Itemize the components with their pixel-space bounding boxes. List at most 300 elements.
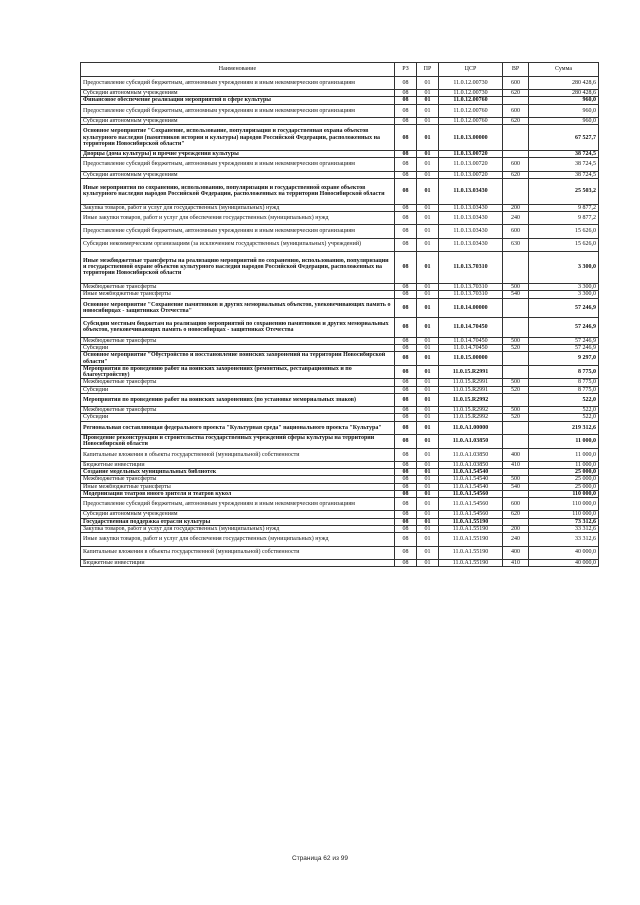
cell-csr: 11.0.13.00720 xyxy=(439,151,503,158)
cell-name: Субсидии xyxy=(81,344,395,351)
cell-csr: 11.0.A1.55190 xyxy=(439,533,503,546)
cell-csr: 11.0.12.00760 xyxy=(439,97,503,104)
table-row xyxy=(81,434,599,448)
cell-pr: 01 xyxy=(417,434,439,448)
cell-vr: 620 xyxy=(503,90,529,97)
cell-rz: 08 xyxy=(395,365,417,379)
cell-csr: 11.0.15.R2991 xyxy=(439,379,503,386)
cell-rz: 08 xyxy=(395,318,417,338)
table-row xyxy=(81,461,599,468)
cell-vr: 500 xyxy=(503,379,529,386)
table-row xyxy=(81,251,599,283)
cell-name: Иные закупки товаров, работ и услуг для обеспечения государственных (муниципальных) нужд xyxy=(81,533,395,546)
table-row xyxy=(81,483,599,490)
table-row xyxy=(81,394,599,407)
cell-vr: 600 xyxy=(503,498,529,511)
cell-sum: 33 312,6 xyxy=(529,533,599,546)
table-row xyxy=(81,158,599,171)
cell-rz: 08 xyxy=(395,476,417,483)
cell-vr: 630 xyxy=(503,238,529,251)
cell-name: Предоставление субсидий бюджетным, автономным учреждениям и иным некоммерческим организациям xyxy=(81,77,395,90)
cell-csr: 11.0.A1.55190 xyxy=(439,526,503,533)
cell-csr: 11.0.13.03430 xyxy=(439,178,503,204)
cell-rz: 08 xyxy=(395,104,417,117)
cell-pr: 01 xyxy=(417,559,439,566)
cell-name: Предоставление субсидий бюджетным, автономным учреждениям и иным некоммерческим организациям xyxy=(81,104,395,117)
table-row xyxy=(81,476,599,483)
cell-sum: 11 000,0 xyxy=(529,448,599,461)
cell-sum: 15 626,0 xyxy=(529,225,599,238)
cell-pr: 01 xyxy=(417,212,439,225)
cell-vr xyxy=(503,318,529,338)
cell-sum: 522,0 xyxy=(529,407,599,414)
cell-name: Модернизация театров юного зрителя и театров кукол xyxy=(81,490,395,497)
cell-csr: 11.0.15.00000 xyxy=(439,352,503,366)
cell-sum: 8 775,0 xyxy=(529,379,599,386)
cell-sum: 8 775,0 xyxy=(529,386,599,393)
cell-sum: 57 246,9 xyxy=(529,344,599,351)
cell-csr: 11.0.A1.00000 xyxy=(439,421,503,434)
cell-rz: 08 xyxy=(395,490,417,497)
cell-name: Капитальные вложения в объекты государственной (муниципальной) собственности xyxy=(81,448,395,461)
table-row xyxy=(81,97,599,104)
cell-name: Субсидии автономным учреждениям xyxy=(81,90,395,97)
table-row xyxy=(81,448,599,461)
cell-csr: 11.0.13.03430 xyxy=(439,212,503,225)
cell-pr: 01 xyxy=(417,97,439,104)
cell-pr: 01 xyxy=(417,151,439,158)
cell-sum: 110 000,0 xyxy=(529,498,599,511)
cell-pr: 01 xyxy=(417,291,439,298)
cell-vr xyxy=(503,365,529,379)
cell-sum: 960,0 xyxy=(529,104,599,117)
cell-rz: 08 xyxy=(395,212,417,225)
cell-pr: 01 xyxy=(417,158,439,171)
cell-vr: 200 xyxy=(503,204,529,211)
table-row xyxy=(81,498,599,511)
cell-name: Основное мероприятие "Обустройство и восстановление воинских захоронений на территории Новосибирской области" xyxy=(81,352,395,366)
cell-sum: 9 297,0 xyxy=(529,352,599,366)
cell-pr: 01 xyxy=(417,352,439,366)
cell-sum: 110 000,0 xyxy=(529,490,599,497)
cell-name: Межбюджетные трансферты xyxy=(81,283,395,290)
budget-table xyxy=(80,62,599,567)
cell-name: Иные межбюджетные трансферты xyxy=(81,291,395,298)
cell-pr: 01 xyxy=(417,421,439,434)
cell-vr xyxy=(503,469,529,476)
cell-name: Субсидии некоммерческим организациям (за исключением государственных (муниципальных) учреждений) xyxy=(81,238,395,251)
cell-pr: 01 xyxy=(417,414,439,421)
cell-vr: 240 xyxy=(503,533,529,546)
cell-name: Субсидии автономным учреждениям xyxy=(81,171,395,178)
cell-csr: 11.0.13.70310 xyxy=(439,251,503,283)
cell-sum: 57 246,9 xyxy=(529,318,599,338)
cell-name: Субсидии xyxy=(81,414,395,421)
cell-csr: 11.0.A1.54560 xyxy=(439,511,503,518)
header-rz: РЗ xyxy=(395,63,417,77)
cell-csr: 11.0.A1.55190 xyxy=(439,546,503,559)
cell-sum: 522,0 xyxy=(529,394,599,407)
cell-name: Создание модельных муниципальных библиотек xyxy=(81,469,395,476)
cell-name: Закупка товаров, работ и услуг для государственных (муниципальных) нужд xyxy=(81,204,395,211)
cell-sum: 522,0 xyxy=(529,414,599,421)
cell-rz: 08 xyxy=(395,483,417,490)
cell-sum: 219 312,6 xyxy=(529,421,599,434)
cell-sum: 38 724,5 xyxy=(529,151,599,158)
cell-sum: 40 000,0 xyxy=(529,559,599,566)
cell-csr: 11.0.12.00760 xyxy=(439,117,503,124)
cell-pr: 01 xyxy=(417,461,439,468)
cell-pr: 01 xyxy=(417,546,439,559)
cell-name: Субсидии автономным учреждениям xyxy=(81,511,395,518)
cell-name: Бюджетные инвестиции xyxy=(81,461,395,468)
cell-sum: 38 724,5 xyxy=(529,158,599,171)
cell-vr xyxy=(503,434,529,448)
table-row xyxy=(81,421,599,434)
cell-sum: 33 312,6 xyxy=(529,526,599,533)
cell-vr: 500 xyxy=(503,476,529,483)
cell-csr: 11.0.12.00730 xyxy=(439,90,503,97)
table-row xyxy=(81,559,599,566)
cell-csr: 11.0.A1.54540 xyxy=(439,469,503,476)
cell-pr: 01 xyxy=(417,90,439,97)
cell-pr: 01 xyxy=(417,104,439,117)
cell-name: Межбюджетные трансферты xyxy=(81,337,395,344)
cell-vr xyxy=(503,421,529,434)
table-row xyxy=(81,414,599,421)
cell-rz: 08 xyxy=(395,125,417,151)
cell-vr xyxy=(503,490,529,497)
table-row xyxy=(81,318,599,338)
cell-name: Мероприятия по проведению работ на воинских захоронениях (ремонтных, реставрационных и по благоустройству) xyxy=(81,365,395,379)
cell-name: Финансовое обеспечение реализации мероприятий в сфере культуры xyxy=(81,97,395,104)
cell-pr: 01 xyxy=(417,318,439,338)
header-csr: ЦСР xyxy=(439,63,503,77)
table-row xyxy=(81,518,599,525)
cell-name: Иные закупки товаров, работ и услуг для обеспечения государственных (муниципальных) нужд xyxy=(81,212,395,225)
cell-name: Субсидии xyxy=(81,386,395,393)
cell-sum: 280 428,6 xyxy=(529,90,599,97)
cell-csr: 11.0.A1.03850 xyxy=(439,434,503,448)
cell-vr: 600 xyxy=(503,225,529,238)
cell-name: Предоставление субсидий бюджетным, автономным учреждениям и иным некоммерческим организациям xyxy=(81,498,395,511)
cell-rz: 08 xyxy=(395,394,417,407)
table-row xyxy=(81,204,599,211)
table-row xyxy=(81,90,599,97)
cell-pr: 01 xyxy=(417,498,439,511)
cell-sum: 11 000,0 xyxy=(529,434,599,448)
table-row xyxy=(81,298,599,318)
cell-rz: 08 xyxy=(395,238,417,251)
cell-pr: 01 xyxy=(417,526,439,533)
cell-name: Субсидии местным бюджетам на реализацию мероприятий по сохранению памятников и других мемориальных объектов, увековечивающих память о новосибирцах - защитниках Отечества xyxy=(81,318,395,338)
cell-rz: 08 xyxy=(395,225,417,238)
cell-rz: 08 xyxy=(395,77,417,90)
cell-name: Межбюджетные трансферты xyxy=(81,407,395,414)
cell-sum: 9 877,2 xyxy=(529,204,599,211)
cell-csr: 11.0.13.00720 xyxy=(439,171,503,178)
cell-sum: 280 428,6 xyxy=(529,77,599,90)
cell-pr: 01 xyxy=(417,386,439,393)
cell-sum: 25 503,2 xyxy=(529,178,599,204)
table-row xyxy=(81,546,599,559)
cell-vr xyxy=(503,251,529,283)
cell-csr: 11.0.14.70450 xyxy=(439,337,503,344)
cell-vr: 410 xyxy=(503,461,529,468)
cell-rz: 08 xyxy=(395,178,417,204)
cell-pr: 01 xyxy=(417,518,439,525)
cell-name: Основное мероприятие "Сохранение памятников и других мемориальных объектов, увековечивающих память о новосибирцах - защитниках Отечества" xyxy=(81,298,395,318)
cell-rz: 08 xyxy=(395,158,417,171)
cell-rz: 08 xyxy=(395,461,417,468)
cell-name: Иные межбюджетные трансферты xyxy=(81,483,395,490)
cell-vr: 540 xyxy=(503,483,529,490)
cell-pr: 01 xyxy=(417,251,439,283)
cell-rz: 08 xyxy=(395,448,417,461)
cell-vr: 600 xyxy=(503,158,529,171)
cell-rz: 08 xyxy=(395,526,417,533)
cell-csr: 11.0.15.R2992 xyxy=(439,414,503,421)
cell-pr: 01 xyxy=(417,171,439,178)
cell-vr: 600 xyxy=(503,104,529,117)
cell-name: Основное мероприятие "Сохранение, использование, популяризация и государственная охрана объектов культурного наследия (памятников истории и культуры) народов Российской Федерации, расположенных на территории Новосибирской области" xyxy=(81,125,395,151)
cell-csr: 11.0.13.00720 xyxy=(439,158,503,171)
cell-vr: 520 xyxy=(503,414,529,421)
cell-pr: 01 xyxy=(417,394,439,407)
cell-sum: 3 300,0 xyxy=(529,291,599,298)
cell-name: Иные мероприятия по сохранению, использованию, популяризации и государственной охране объектов культурного наследия народов Российской Федерации, расположенных на территории Новосибирской области xyxy=(81,178,395,204)
cell-name: Капитальные вложения в объекты государственной (муниципальной) собственности xyxy=(81,546,395,559)
cell-name: Предоставление субсидий бюджетным, автономным учреждениям и иным некоммерческим организациям xyxy=(81,158,395,171)
cell-csr: 11.0.13.70310 xyxy=(439,291,503,298)
table-row xyxy=(81,291,599,298)
cell-vr xyxy=(503,518,529,525)
cell-name: Дворцы (дома культуры) и прочие учреждения культуры xyxy=(81,151,395,158)
cell-vr xyxy=(503,352,529,366)
cell-csr: 11.0.13.03430 xyxy=(439,225,503,238)
cell-vr: 620 xyxy=(503,511,529,518)
cell-csr: 11.0.13.70310 xyxy=(439,283,503,290)
cell-pr: 01 xyxy=(417,344,439,351)
cell-vr xyxy=(503,394,529,407)
cell-rz: 08 xyxy=(395,469,417,476)
cell-name: Закупка товаров, работ и услуг для государственных (муниципальных) нужд xyxy=(81,526,395,533)
cell-vr: 520 xyxy=(503,386,529,393)
cell-vr: 500 xyxy=(503,407,529,414)
cell-rz: 08 xyxy=(395,90,417,97)
cell-sum: 15 626,0 xyxy=(529,238,599,251)
cell-sum: 67 527,7 xyxy=(529,125,599,151)
cell-pr: 01 xyxy=(417,77,439,90)
cell-name: Мероприятия по проведению работ на воинских захоронениях (по установке мемориальных знаков) xyxy=(81,394,395,407)
cell-name: Государственная поддержка отрасли культуры xyxy=(81,518,395,525)
cell-vr: 620 xyxy=(503,117,529,124)
cell-name: Проведение реконструкции и строительства государственных учреждений сферы культуры на территории Новосибирской области xyxy=(81,434,395,448)
cell-name: Иные межбюджетные трансферты на реализацию мероприятий по сохранению, использованию, популяризации и государственной охране объектов культурного наследия народов Российской Федерации, расположенных на территории Новосибирской области xyxy=(81,251,395,283)
cell-csr: 11.0.12.00760 xyxy=(439,104,503,117)
cell-vr: 540 xyxy=(503,291,529,298)
cell-name: Межбюджетные трансферты xyxy=(81,476,395,483)
cell-csr: 11.0.13.03430 xyxy=(439,204,503,211)
cell-pr: 01 xyxy=(417,476,439,483)
cell-csr: 11.0.A1.03850 xyxy=(439,461,503,468)
table-row xyxy=(81,379,599,386)
cell-sum: 3 300,0 xyxy=(529,251,599,283)
cell-vr: 400 xyxy=(503,448,529,461)
cell-pr: 01 xyxy=(417,178,439,204)
page-number: Страница 62 из 99 xyxy=(292,855,348,862)
cell-sum: 3 300,0 xyxy=(529,283,599,290)
table-row xyxy=(81,238,599,251)
cell-rz: 08 xyxy=(395,546,417,559)
cell-sum: 25 000,0 xyxy=(529,476,599,483)
table-row xyxy=(81,490,599,497)
cell-csr: 11.0.15.R2991 xyxy=(439,365,503,379)
cell-pr: 01 xyxy=(417,204,439,211)
table-row xyxy=(81,212,599,225)
cell-vr: 520 xyxy=(503,344,529,351)
cell-rz: 08 xyxy=(395,407,417,414)
table-row xyxy=(81,117,599,124)
header-vr: ВР xyxy=(503,63,529,77)
cell-csr: 11.0.14.70450 xyxy=(439,318,503,338)
cell-pr: 01 xyxy=(417,365,439,379)
table-row xyxy=(81,352,599,366)
cell-name: Субсидии автономным учреждениям xyxy=(81,117,395,124)
cell-rz: 08 xyxy=(395,559,417,566)
cell-vr: 620 xyxy=(503,171,529,178)
cell-name: Предоставление субсидий бюджетным, автономным учреждениям и иным некоммерческим организациям xyxy=(81,225,395,238)
cell-name: Бюджетные инвестиции xyxy=(81,559,395,566)
cell-pr: 01 xyxy=(417,283,439,290)
cell-vr: 400 xyxy=(503,546,529,559)
table-row xyxy=(81,511,599,518)
cell-csr: 11.0.A1.54540 xyxy=(439,483,503,490)
cell-rz: 08 xyxy=(395,291,417,298)
cell-rz: 08 xyxy=(395,434,417,448)
cell-sum: 11 000,0 xyxy=(529,461,599,468)
cell-rz: 08 xyxy=(395,204,417,211)
cell-csr: 11.0.12.00730 xyxy=(439,77,503,90)
cell-name: Межбюджетные трансферты xyxy=(81,379,395,386)
table-row xyxy=(81,225,599,238)
cell-sum: 73 312,6 xyxy=(529,518,599,525)
table-row xyxy=(81,365,599,379)
cell-vr xyxy=(503,125,529,151)
cell-rz: 08 xyxy=(395,414,417,421)
cell-sum: 40 000,0 xyxy=(529,546,599,559)
cell-vr xyxy=(503,97,529,104)
cell-rz: 08 xyxy=(395,251,417,283)
table-row xyxy=(81,77,599,90)
cell-vr: 410 xyxy=(503,559,529,566)
cell-pr: 01 xyxy=(417,125,439,151)
cell-rz: 08 xyxy=(395,511,417,518)
table-row xyxy=(81,178,599,204)
cell-pr: 01 xyxy=(417,379,439,386)
cell-rz: 08 xyxy=(395,344,417,351)
cell-pr: 01 xyxy=(417,407,439,414)
cell-pr: 01 xyxy=(417,533,439,546)
cell-vr: 600 xyxy=(503,77,529,90)
cell-csr: 11.0.13.03430 xyxy=(439,238,503,251)
cell-rz: 08 xyxy=(395,117,417,124)
cell-sum: 110 000,0 xyxy=(529,511,599,518)
table-row xyxy=(81,151,599,158)
cell-rz: 08 xyxy=(395,283,417,290)
cell-csr: 11.0.14.00000 xyxy=(439,298,503,318)
cell-pr: 01 xyxy=(417,117,439,124)
cell-rz: 08 xyxy=(395,421,417,434)
cell-csr: 11.0.A1.55190 xyxy=(439,559,503,566)
cell-rz: 08 xyxy=(395,171,417,178)
cell-rz: 08 xyxy=(395,337,417,344)
cell-pr: 01 xyxy=(417,483,439,490)
table-header-row xyxy=(81,63,599,77)
cell-sum: 25 000,0 xyxy=(529,469,599,476)
cell-vr xyxy=(503,298,529,318)
header-name: Наименование xyxy=(81,63,395,77)
cell-pr: 01 xyxy=(417,448,439,461)
cell-csr: 11.0.A1.54560 xyxy=(439,490,503,497)
header-pr: ПР xyxy=(417,63,439,77)
cell-pr: 01 xyxy=(417,225,439,238)
cell-csr: 11.0.14.70450 xyxy=(439,344,503,351)
cell-rz: 08 xyxy=(395,97,417,104)
cell-pr: 01 xyxy=(417,490,439,497)
cell-vr: 500 xyxy=(503,283,529,290)
cell-rz: 08 xyxy=(395,386,417,393)
cell-csr: 11.0.A1.55190 xyxy=(439,518,503,525)
cell-sum: 9 877,2 xyxy=(529,212,599,225)
cell-rz: 08 xyxy=(395,533,417,546)
cell-csr: 11.0.A1.54540 xyxy=(439,476,503,483)
cell-csr: 11.0.15.R2991 xyxy=(439,386,503,393)
table-row xyxy=(81,283,599,290)
cell-pr: 01 xyxy=(417,298,439,318)
cell-pr: 01 xyxy=(417,469,439,476)
cell-csr: 11.0.15.R2992 xyxy=(439,407,503,414)
cell-csr: 11.0.15.R2992 xyxy=(439,394,503,407)
cell-pr: 01 xyxy=(417,337,439,344)
table-row xyxy=(81,533,599,546)
header-sum: Сумма xyxy=(529,63,599,77)
cell-vr: 500 xyxy=(503,337,529,344)
cell-vr: 200 xyxy=(503,526,529,533)
cell-csr: 11.0.13.00000 xyxy=(439,125,503,151)
cell-vr xyxy=(503,151,529,158)
table-row xyxy=(81,171,599,178)
cell-rz: 08 xyxy=(395,298,417,318)
cell-sum: 57 246,9 xyxy=(529,298,599,318)
cell-sum: 25 000,0 xyxy=(529,483,599,490)
cell-name: Региональная составляющая федерального проекта "Культурная среда" национального проекта "Культура" xyxy=(81,421,395,434)
table-row xyxy=(81,125,599,151)
table-row xyxy=(81,386,599,393)
cell-sum: 8 775,0 xyxy=(529,365,599,379)
cell-vr: 240 xyxy=(503,212,529,225)
cell-rz: 08 xyxy=(395,379,417,386)
table-row xyxy=(81,469,599,476)
cell-sum: 960,0 xyxy=(529,97,599,104)
cell-sum: 960,0 xyxy=(529,117,599,124)
cell-rz: 08 xyxy=(395,498,417,511)
table-row xyxy=(81,407,599,414)
cell-rz: 08 xyxy=(395,352,417,366)
table-body xyxy=(81,77,599,567)
table-row xyxy=(81,337,599,344)
cell-pr: 01 xyxy=(417,511,439,518)
